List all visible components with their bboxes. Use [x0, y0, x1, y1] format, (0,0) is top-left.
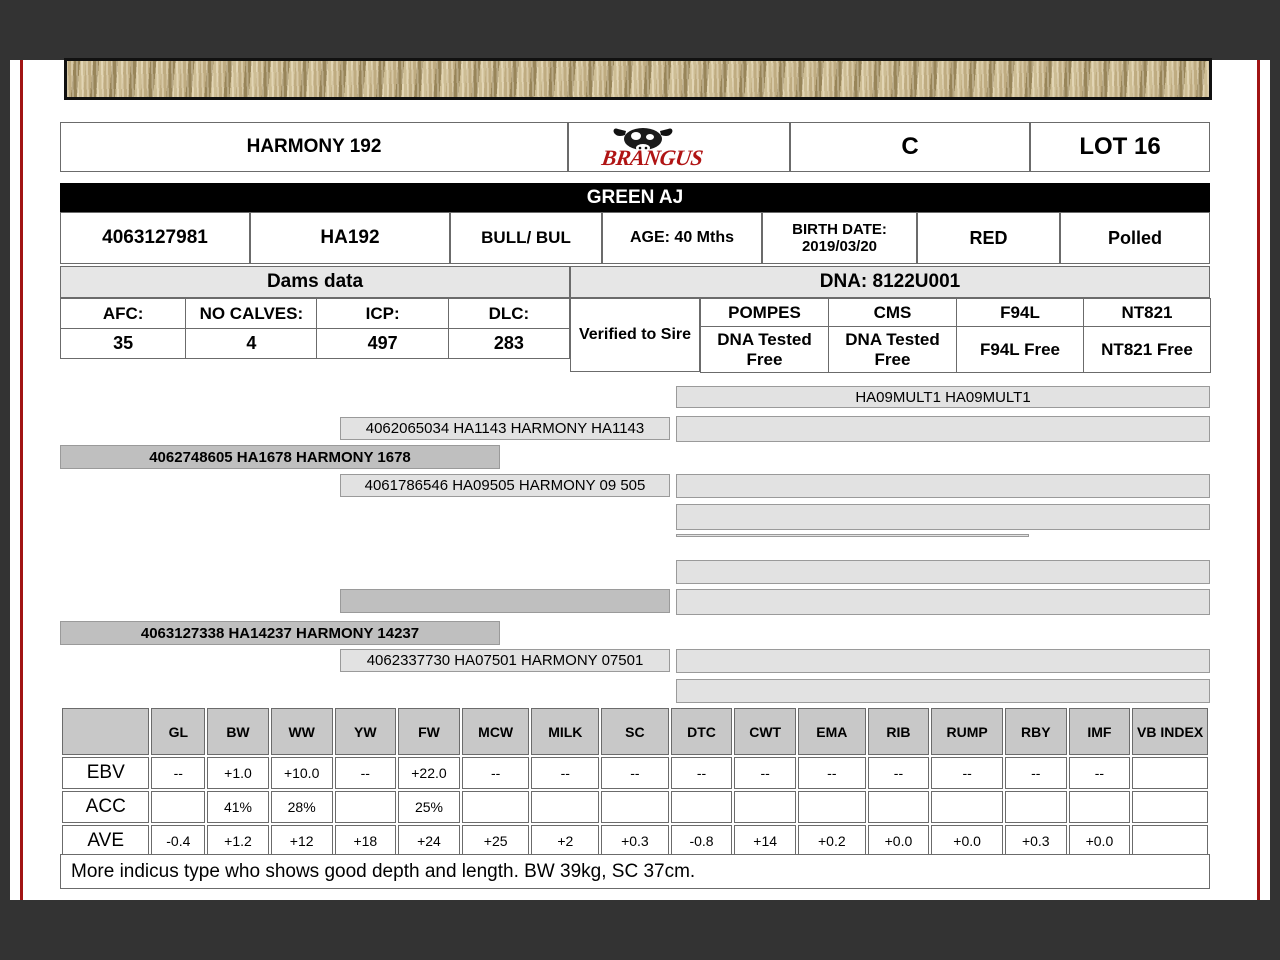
- registration-number: 4063127981: [60, 212, 250, 264]
- ebv-cell: +0.3: [601, 825, 669, 857]
- dna-result-f94l: F94L Free: [957, 327, 1084, 373]
- pedigree-bar: [676, 504, 1210, 530]
- header-row: [60, 122, 1210, 172]
- ebv-col-vb-index: VB INDEX: [1132, 708, 1208, 755]
- ebv-cell: [798, 791, 866, 823]
- ebv-cell: +2: [531, 825, 599, 857]
- ebv-cell: --: [531, 757, 599, 789]
- ebv-cell: --: [798, 757, 866, 789]
- short-name: HA192: [250, 212, 450, 264]
- ebv-col-gl: GL: [151, 708, 205, 755]
- colour-cell: RED: [917, 212, 1060, 264]
- ebv-cell: --: [868, 757, 930, 789]
- ebv-cell: +25: [462, 825, 530, 857]
- dams-value-afc: 35: [61, 329, 186, 359]
- pedigree-bar: 4062065034 HA1143 HARMONY HA1143: [340, 417, 670, 440]
- ebv-cell: [1069, 791, 1131, 823]
- dna-test-pompes: POMPES: [701, 299, 829, 327]
- ebv-cell: [1132, 757, 1208, 789]
- dams-data-title: Dams data: [60, 266, 570, 298]
- sex-cell: BULL/ BUL: [450, 212, 602, 264]
- ebv-cell: [868, 791, 930, 823]
- ebv-cell: --: [1005, 757, 1067, 789]
- ebv-row-label: ACC: [62, 791, 149, 823]
- pedigree-bar: [676, 589, 1210, 615]
- dna-test-nt821: NT821: [1084, 299, 1211, 327]
- animal-photo: [64, 58, 1212, 100]
- ebv-cell: +12: [271, 825, 333, 857]
- ebv-cell: +1.2: [207, 825, 269, 857]
- ebv-cell: [335, 791, 397, 823]
- verified-to-sire: Verified to Sire: [570, 298, 700, 372]
- ebv-cell: [671, 791, 733, 823]
- ebv-cell: -0.4: [151, 825, 205, 857]
- pedigree-bar: [676, 416, 1210, 442]
- pedigree-bar: [340, 589, 670, 613]
- right-red-rule: [1257, 60, 1260, 900]
- dams-value-icp: 497: [317, 329, 448, 359]
- ebv-cell: +22.0: [398, 757, 460, 789]
- ebv-row-label: EBV: [62, 757, 149, 789]
- ebv-cell: +0.0: [868, 825, 930, 857]
- ebv-cell: --: [601, 757, 669, 789]
- identity-row: [60, 212, 1210, 264]
- pedigree-bar: [676, 679, 1210, 703]
- ebv-cell: --: [931, 757, 1003, 789]
- dams-header-row: [61, 299, 570, 329]
- ebv-cell: [151, 791, 205, 823]
- age-cell: AGE: 40 Mths: [602, 212, 762, 264]
- dna-result-nt821: NT821 Free: [1084, 327, 1211, 373]
- ebv-cell: [734, 791, 796, 823]
- dams-value-dlc: 283: [448, 329, 569, 359]
- lot-number-cell: LOT 16: [1030, 122, 1210, 172]
- animal-name-cell: HARMONY 192: [60, 122, 568, 172]
- dna-result-cms: DNA Tested Free: [829, 327, 957, 373]
- ebv-cell: +0.3: [1005, 825, 1067, 857]
- ebv-cell: --: [1069, 757, 1131, 789]
- dna-result-row: [701, 327, 1211, 373]
- ebv-cell: [462, 791, 530, 823]
- ebv-col-ema: EMA: [798, 708, 866, 755]
- ebv-cell: --: [151, 757, 205, 789]
- ebv-header-row: [62, 708, 1208, 755]
- grade-letter-cell: C: [790, 122, 1030, 172]
- ebv-cell: [931, 791, 1003, 823]
- ebv-cell: --: [462, 757, 530, 789]
- ebv-row: [62, 791, 1208, 823]
- ebv-cell: +0.0: [931, 825, 1003, 857]
- ebv-cell: --: [335, 757, 397, 789]
- dams-value-row: [61, 329, 570, 359]
- ebv-col-rump: RUMP: [931, 708, 1003, 755]
- poll-status-cell: Polled: [1060, 212, 1210, 264]
- comment-line: More indicus type who shows good depth and length. BW 39kg, SC 37cm.: [60, 854, 1210, 889]
- ebv-row-label: AVE: [62, 825, 149, 857]
- pedigree-bar: 4062748605 HA1678 HARMONY 1678: [60, 445, 500, 469]
- ebv-col-mcw: MCW: [462, 708, 530, 755]
- ebv-col-label: [62, 708, 149, 755]
- ebv-cell: 25%: [398, 791, 460, 823]
- logo-wrap: [594, 125, 764, 169]
- left-red-rule: [20, 60, 23, 900]
- ebv-cell: [601, 791, 669, 823]
- dams-dna-band: [60, 266, 1210, 298]
- dna-table: [700, 298, 1211, 373]
- brangus-logo: [568, 122, 790, 172]
- pedigree-bar: [676, 474, 1210, 498]
- ebv-cell: +18: [335, 825, 397, 857]
- ebv-col-imf: IMF: [1069, 708, 1131, 755]
- ebv-cell: [531, 791, 599, 823]
- pedigree-bar: HA09MULT1 HA09MULT1: [676, 386, 1210, 408]
- ebv-col-milk: MILK: [531, 708, 599, 755]
- sire-title-band: GREEN AJ: [60, 183, 1210, 212]
- dams-data-table: [60, 298, 570, 359]
- ebv-cell: [1132, 825, 1208, 857]
- ebv-cell: +24: [398, 825, 460, 857]
- ebv-cell: +1.0: [207, 757, 269, 789]
- pedigree-bar: [676, 534, 1029, 537]
- ebv-col-cwt: CWT: [734, 708, 796, 755]
- dna-test-cms: CMS: [829, 299, 957, 327]
- ebv-cell: -0.8: [671, 825, 733, 857]
- photo-grass-texture: [67, 61, 1209, 97]
- ebv-cell: [1132, 791, 1208, 823]
- ebv-cell: +14: [734, 825, 796, 857]
- ebv-col-dtc: DTC: [671, 708, 733, 755]
- pedigree-bar: [676, 649, 1210, 673]
- dams-header-icp: ICP:: [317, 299, 448, 329]
- ebv-cell: [1005, 791, 1067, 823]
- dna-title: DNA: 8122U001: [570, 266, 1210, 298]
- pedigree-bar: 4063127338 HA14237 HARMONY 14237: [60, 621, 500, 645]
- pedigree-bar: 4062337730 HA07501 HARMONY 07501: [340, 649, 670, 672]
- ebv-cell: --: [734, 757, 796, 789]
- ebv-cell: 41%: [207, 791, 269, 823]
- ebv-col-yw: YW: [335, 708, 397, 755]
- ebv-col-sc: SC: [601, 708, 669, 755]
- ebv-table: [60, 706, 1210, 859]
- dams-header-afc: AFC:: [61, 299, 186, 329]
- dna-test-f94l: F94L: [957, 299, 1084, 327]
- ebv-cell: +0.2: [798, 825, 866, 857]
- ebv-col-rib: RIB: [868, 708, 930, 755]
- pedigree-bar: [676, 560, 1210, 584]
- ebv-row: [62, 825, 1208, 857]
- ebv-cell: 28%: [271, 791, 333, 823]
- pedigree-bar: 4061786546 HA09505 HARMONY 09 505: [340, 474, 670, 497]
- ebv-col-rby: RBY: [1005, 708, 1067, 755]
- ebv-col-fw: FW: [398, 708, 460, 755]
- dams-header-dlc: DLC:: [448, 299, 569, 329]
- ebv-cell: +10.0: [271, 757, 333, 789]
- ebv-cell: --: [671, 757, 733, 789]
- dams-value-calves: 4: [186, 329, 317, 359]
- dna-header-row: [701, 299, 1211, 327]
- ebv-row: [62, 757, 1208, 789]
- birth-date-cell: BIRTH DATE: 2019/03/20: [762, 212, 917, 264]
- ebv-col-bw: BW: [207, 708, 269, 755]
- logo-wordmark: BRANGUS: [600, 145, 705, 170]
- ebv-col-ww: WW: [271, 708, 333, 755]
- ebv-cell: +0.0: [1069, 825, 1131, 857]
- dams-header-calves: NO CALVES:: [186, 299, 317, 329]
- dna-result-pompes: DNA Tested Free: [701, 327, 829, 373]
